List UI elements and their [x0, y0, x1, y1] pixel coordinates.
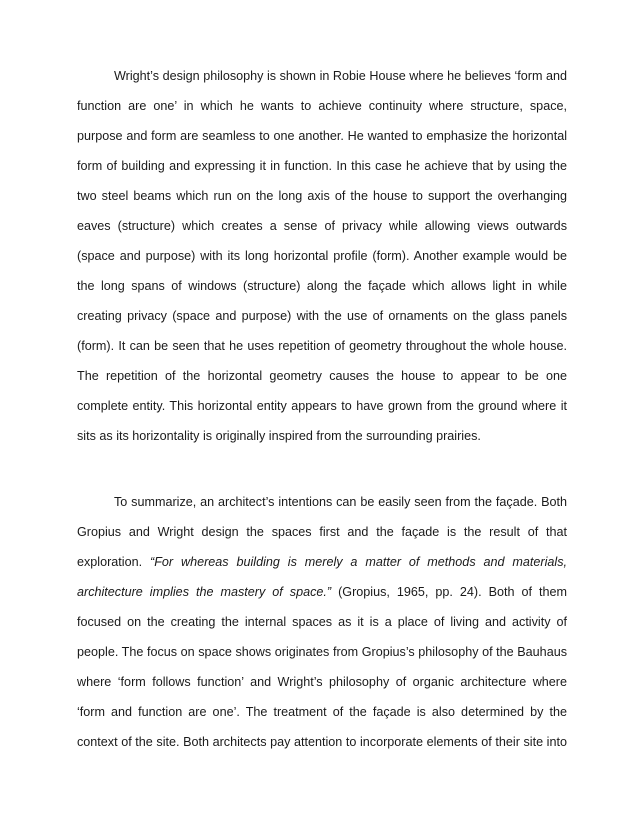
paragraph-2-line-3 [77, 552, 567, 572]
paragraph-1-line-5: two steel beams which run on the long axis of the house to support the overhanging [77, 189, 567, 203]
gropius-citation: (Gropius, 1965, pp. 24). Both of them [331, 585, 567, 599]
paragraph-1-line-3: purpose and form are seamless to one another. He wanted to emphasize the horizontal [77, 129, 567, 143]
paragraph-2-line-7: where ‘form follows function’ and Wright’s philosophy of organic architecture where [77, 675, 567, 689]
paragraph-2-line-8: ‘form and function are one’. The treatment of the façade is also determined by the [77, 705, 567, 719]
gropius-quote-part-2: architecture implies the mastery of space.” [77, 585, 332, 599]
paragraph-2-line-2: Gropius and Wright design the spaces first and the façade is the result of that [77, 525, 567, 539]
paragraph-1-line-4: form of building and expressing it in function. In this case he achieve that by using the [77, 159, 567, 173]
paragraph-2-line-9: context of the site. Both architects pay attention to incorporate elements of their site into [77, 735, 567, 749]
paragraph-2-line-5: focused on the creating the internal spaces as it is a place of living and activity of [77, 615, 567, 629]
paragraph-1-line-7: (space and purpose) with its long horizontal profile (form). Another example would be [77, 249, 567, 263]
paragraph-2-line-6: people. The focus on space shows originates from Gropius’s philosophy of the Bauhaus [77, 645, 567, 659]
paragraph-1-line-6: eaves (structure) which creates a sense of privacy while allowing views outwards [77, 219, 567, 233]
paragraph-1-line-13: sits as its horizontality is originally inspired from the surrounding prairies. [77, 429, 481, 443]
paragraph-2-line-4 [77, 582, 567, 602]
paragraph-1-line-9: creating privacy (space and purpose) with the use of ornaments on the glass panels [77, 309, 567, 323]
paragraph-1-line-1: Wright’s design philosophy is shown in Robie House where he believes ‘form and [114, 69, 567, 83]
gropius-quote-part-1: “For whereas building is merely a matter of methods and materials, [150, 555, 567, 569]
paragraph-1-line-11: The repetition of the horizontal geometry causes the house to appear to be one [77, 369, 567, 383]
paragraph-2-line-1: To summarize, an architect’s intentions can be easily seen from the façade. Both [114, 495, 567, 509]
paragraph-1-line-12: complete entity. This horizontal entity appears to have grown from the ground where it [77, 399, 567, 413]
paragraph-1-line-10: (form). It can be seen that he uses repetition of geometry throughout the whole house. [77, 339, 567, 353]
paragraph-2-line-3-text: exploration. [77, 555, 150, 569]
paragraph-1-line-8: the long spans of windows (structure) along the façade which allows light in while [77, 279, 567, 293]
paragraph-1-line-2: function are one’ in which he wants to achieve continuity where structure, space, [77, 99, 567, 113]
